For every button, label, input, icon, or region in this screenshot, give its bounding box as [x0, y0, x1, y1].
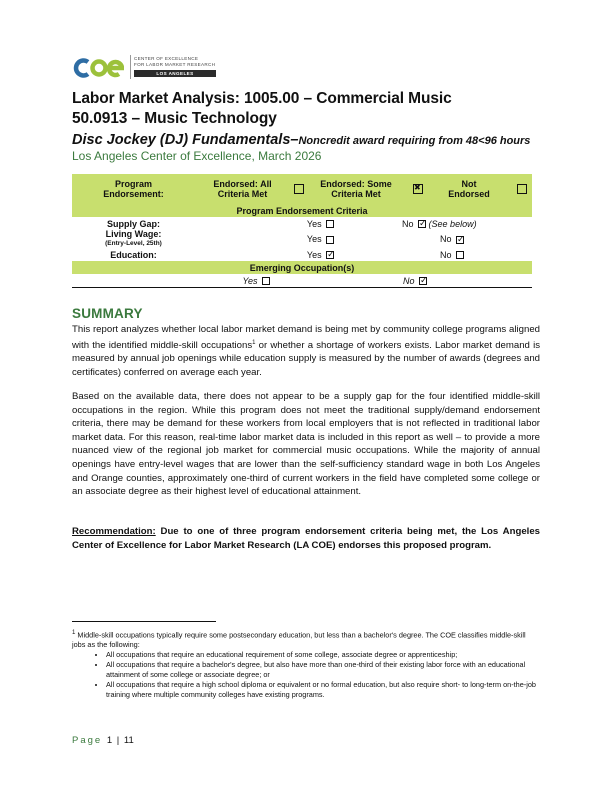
- education-label: Education:: [110, 249, 157, 260]
- title-line-1: Labor Market Analysis: 1005.00 – Commercial Music: [72, 90, 452, 107]
- logo-line-1: CENTER OF EXCELLENCE: [134, 56, 199, 61]
- not-endorsed-checkbox[interactable]: [517, 184, 527, 194]
- endorsed-all-checkbox[interactable]: [294, 184, 304, 194]
- living-wage-yes-checkbox[interactable]: [326, 236, 334, 244]
- subtitle-award: Noncredit award requiring from 48<96 hours: [298, 135, 531, 147]
- footer-page-label: Page: [72, 735, 103, 746]
- emerging-row: [72, 274, 532, 288]
- footnote-bullet: • All occupations that require a bachelor's degree, but also have more than one-third of their existing labor force with an educational attainment of some college or associate degree; or: [106, 660, 540, 680]
- footer-separator: |: [116, 735, 120, 746]
- recommendation-paragraph: [72, 525, 540, 552]
- living-wage-label: Living Wage:: [105, 229, 162, 239]
- living-wage-no-checkbox[interactable]: [456, 236, 464, 244]
- education-yes-label: Yes: [306, 249, 322, 260]
- supply-gap-yes-label: Yes: [306, 218, 322, 229]
- supply-gap-note: (See below): [428, 218, 477, 229]
- endorsement-table: [72, 174, 532, 288]
- para1-text-a: This report analyzes whether local labor market demand is being met by community college programs aligned with the identified middle-skill occupations: [72, 324, 540, 351]
- supply-gap-no-label: No: [402, 218, 414, 229]
- criteria-header-row: [72, 204, 532, 217]
- footnote-bullet: • All occupations that require a high school diploma or equivalent or no formal education, but also require short- to long-term on-the-job training where multiple community colleges have existing programs.: [106, 680, 540, 700]
- footnote-ref[interactable]: 1: [252, 339, 256, 346]
- emerging-no-label: No: [403, 275, 415, 286]
- living-wage-yes-label: Yes: [306, 234, 322, 244]
- living-wage-no-label: No: [440, 234, 452, 244]
- coe-logo: [72, 55, 232, 81]
- coe-logo-mark: [72, 57, 124, 79]
- subtitle-main: Disc Jockey (DJ) Fundamentals–: [72, 132, 299, 148]
- footnote: [72, 628, 540, 700]
- criteria-row-education: [72, 248, 532, 261]
- endorsed-all-label: Endorsed: All Criteria Met: [195, 174, 290, 204]
- subtitle: [72, 132, 530, 148]
- footnote-list: [72, 650, 540, 700]
- logo-text: [134, 56, 215, 68]
- living-wage-sublabel: (Entry-Level, 25th): [105, 240, 162, 247]
- summary-paragraph-1: [72, 323, 540, 380]
- education-yes-checkbox[interactable]: [326, 251, 334, 259]
- logo-line-2: FOR LABOR MARKET RESEARCH: [134, 62, 216, 67]
- summary-heading: SUMMARY: [72, 306, 143, 321]
- recommendation-label: Recommendation:: [72, 526, 156, 537]
- emerging-header: Emerging Occupation(s): [72, 261, 532, 274]
- endorsed-some-checkbox[interactable]: [413, 184, 423, 194]
- program-endorsement-label: Program Endorsement:: [72, 174, 195, 204]
- emerging-no-checkbox[interactable]: [419, 277, 427, 285]
- footnote-text: Middle-skill occupations typically require some postsecondary education, but less than a bachelor's degree. The COE classifies middle-skill jobs as the following:: [72, 630, 526, 650]
- org-line: Los Angeles Center of Excellence, March 2026: [72, 149, 322, 163]
- criteria-header: Program Endorsement Criteria: [72, 204, 532, 217]
- para1-text-b: or whether a shortage of workers exists. Labor market demand is measured by annual job openings while education supply is measured by the number of awards (degrees and certificates) conferred on average each year.: [72, 339, 540, 378]
- endorsed-some-label: Endorsed: Some Criteria Met: [306, 174, 406, 204]
- title-line-2: 50.0913 – Music Technology: [72, 110, 277, 127]
- footnote-rule: [72, 621, 216, 622]
- recommendation-text: Due to one of three program endorsement criteria being met, the Los Angeles Center of Excellence for Labor Market Research (LA COE) endorses this proposed program.: [72, 526, 540, 551]
- emerging-yes-label: Yes: [242, 275, 258, 286]
- supply-gap-yes-checkbox[interactable]: [326, 220, 334, 228]
- supply-gap-label: Supply Gap:: [106, 218, 160, 229]
- not-endorsed-label: Not Endorsed: [428, 174, 510, 204]
- education-no-label: No: [440, 249, 452, 260]
- logo-region-bar: LOS ANGELES: [134, 70, 216, 77]
- criteria-row-living-wage: [72, 230, 532, 248]
- page-footer: [72, 735, 134, 746]
- footnote-marker: 1: [72, 629, 76, 636]
- footer-page-total: 11: [123, 735, 134, 746]
- supply-gap-no-checkbox[interactable]: [418, 220, 426, 228]
- logo-divider: [130, 55, 131, 79]
- footer-page-number: 1: [106, 735, 113, 746]
- emerging-yes-checkbox[interactable]: [262, 277, 270, 285]
- education-no-checkbox[interactable]: [456, 251, 464, 259]
- emerging-header-row: [72, 261, 532, 274]
- summary-paragraph-2: Based on the available data, there does not appear to be a supply gap for the four identified middle-skill occupations in the region. While this program does not meet the traditional supply/demand endorsement criteria, there may be demand for these workers from local employers that is not reflected in traditional labor market data. For this reason, real-time labor market data is included in this report as well – to provide a more nuanced view of the regional job market for commercial music occupations. While the majority of annual openings have entry-level wages that are lower than the self-sufficiency standard wage in both Los Angeles and Orange counties, approximately one-third of current workers in the field have completed some college or an associate degree as their highest level of educational attainment.: [72, 391, 540, 498]
- endorsement-header-row: [72, 174, 532, 204]
- footnote-bullet: • All occupations that require an educational requirement of some college, associate degree or apprenticeship;: [106, 650, 540, 660]
